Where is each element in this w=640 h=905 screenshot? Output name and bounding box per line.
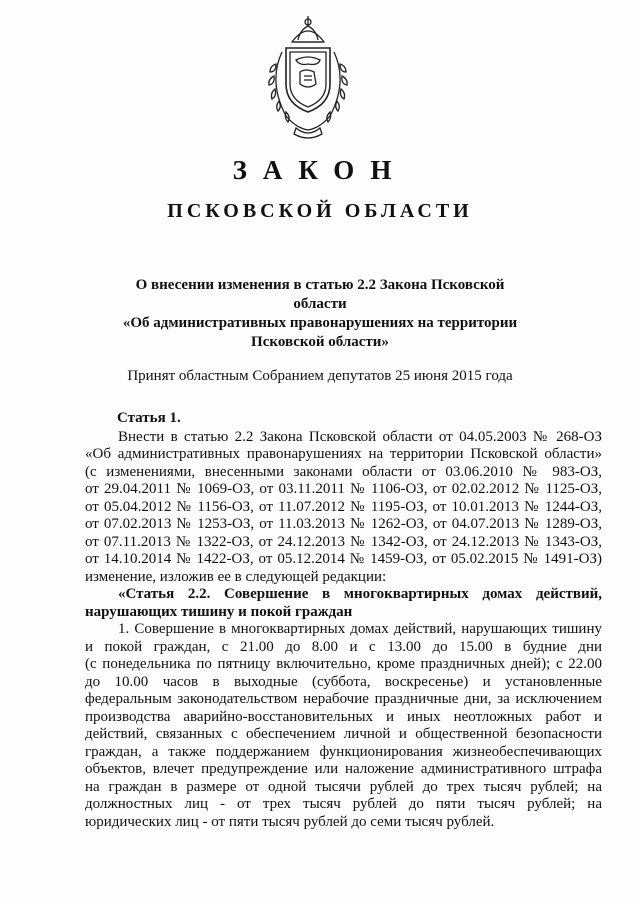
paragraph-line: до 10.00 часов в выходные (суббота, воскресенье) и установленные — [85, 673, 602, 690]
paragraph-line: должностных лиц - от трех тысяч рублей до пяти тысяч рублей; на — [85, 796, 602, 812]
paragraph-line: граждан, а также поддержанием функционирования жизнеобеспечивающих — [85, 743, 602, 760]
subject-line: О внесении изменения в статью 2.2 Закона Псковской области — [135, 277, 505, 312]
amended-article-heading: нарушающих тишину и покой граждан — [85, 603, 353, 620]
article-line: (с изменениями, внесенными законами области от 03.06.2010 № 983-ОЗ, — [85, 463, 602, 480]
paragraph-line: объектов, влечет предупреждение или наложение административного штрафа — [85, 761, 602, 777]
article-line: «Об административных правонарушениях на территории Псковской области» — [85, 446, 602, 462]
paragraph-line: (с понедельника по пятницу включительно, кроме праздничных дней); с 22.00 — [85, 656, 602, 672]
paragraph-line: юридических лиц - от пяти тысяч рублей до семи тысяч рублей. — [85, 813, 495, 830]
article-line: изменение, изложив ее в следующей редакции: — [85, 568, 387, 585]
amended-article-heading: «Статья 2.2. Совершение в многоквартирных домах действий, — [118, 586, 602, 602]
article-line: от 07.11.2013 № 1322-ОЗ, от 24.12.2013 № 1342-ОЗ, от 24.12.2013 № 1343-ОЗ, — [85, 533, 602, 550]
subject-line: «Об административных правонарушениях на территории — [122, 315, 518, 331]
paragraph-line: и покой граждан, с 21.00 до 8.00 и с 13.00 до 15.00 в будние дни — [85, 638, 602, 655]
document-body — [85, 410, 602, 831]
adoption-statement: Принят областным Собранием депутатов 25 июня 2015 года — [127, 368, 513, 384]
article-line: от 05.04.2012 № 1156-ОЗ, от 11.07.2012 № 1195-ОЗ, от 10.01.2013 № 1244-ОЗ, — [85, 498, 602, 515]
article-line: Внести в статью 2.2 Закона Псковской области от 04.05.2003 № 268-ОЗ — [118, 428, 602, 445]
paragraph-line: федеральным законодательством нерабочие праздничные дни, за исключением — [85, 691, 602, 707]
article-heading: Статья 1. — [117, 410, 181, 426]
subject-line: Псковской области» — [251, 334, 389, 350]
law-subject — [120, 276, 520, 352]
paragraph-line: производства аварийно-восстановительных и иных неотложных работ и — [85, 708, 602, 725]
coat-of-arms-icon — [262, 12, 354, 140]
paragraph-line: действий, связанных с обеспечением личной и общественной безопасности — [85, 726, 602, 742]
article-line: от 29.04.2011 № 1069-ОЗ, от 03.11.2011 № 1106-ОЗ, от 02.02.2012 № 1125-ОЗ, — [85, 481, 602, 497]
region-title: ПСКОВСКОЙ ОБЛАСТИ — [167, 200, 473, 222]
paragraph-line: 1. Совершение в многоквартирных домах действий, нарушающих тишину — [118, 621, 602, 637]
article-line: от 07.02.2013 № 1253-ОЗ, от 11.03.2013 № 1262-ОЗ, от 04.07.2013 № 1289-ОЗ, — [85, 516, 602, 532]
article-line: от 14.10.2014 № 1422-ОЗ, от 05.12.2014 № 1459-ОЗ, от 05.02.2015 № 1491-ОЗ) — [85, 551, 602, 567]
paragraph-line: на граждан в размере от одной тысячи рублей до трех тысяч рублей; на — [85, 778, 602, 795]
law-title: ЗАКОН — [232, 155, 408, 185]
